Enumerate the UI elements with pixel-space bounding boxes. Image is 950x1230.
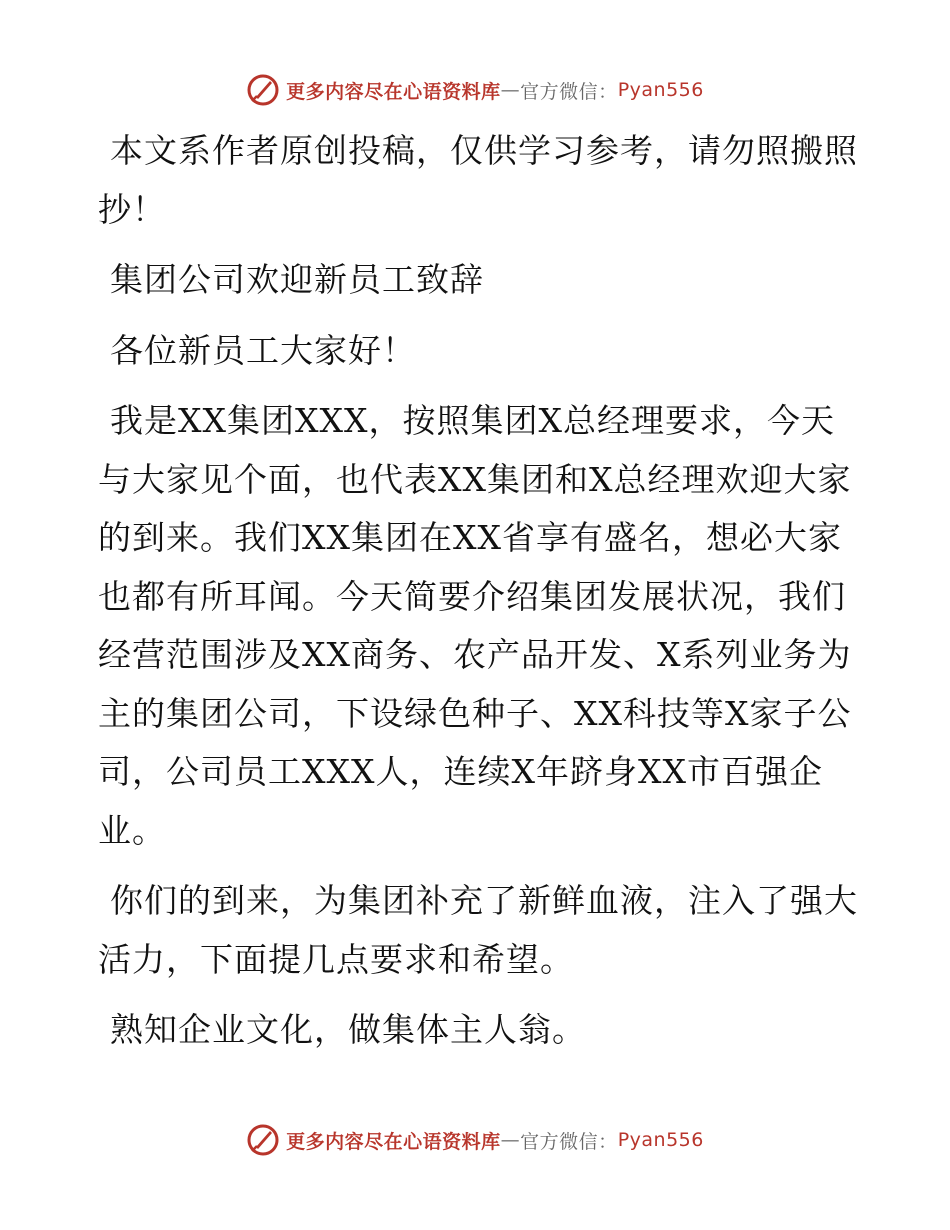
watermark-account-label: 官方微信： (520, 1130, 618, 1153)
copyright-notice: 本文系作者原创投稿，仅供学习参考，请勿照搬照抄！ (98, 131, 858, 229)
watermark-separator: — (500, 1129, 521, 1151)
paragraph-expectations: 你们的到来，为集团补充了新鲜血液，注入了强大活力，下面提几点要求和希望。 (98, 881, 858, 979)
greeting: 各位新员工大家好！ (110, 330, 416, 370)
watermark-account-label: 官方微信： (520, 80, 618, 103)
watermark-account-id: Pyan556 (617, 79, 704, 101)
watermark-site-text: 更多内容尽在心语资料库 (286, 1130, 501, 1153)
document-title: 集团公司欢迎新员工致辞 (110, 260, 484, 299)
watermark-text (286, 77, 704, 104)
footer-watermark (0, 1120, 950, 1160)
paragraph-introduction: 我是XX集团XXX，按照集团X总经理要求，今天与大家见个面，也代表XX集团和X总经理欢迎大家的到来。我们XX集团在XX省享有盛名，想必大家也都有所耳闻。今天简要介绍集团发展状况，我们经营范围涉及XX商务、农产品开发、X系列业务为主的集团公司，下设绿色种子、XX科技等X家子公司，公司员工XXX人，连续X年跻身XX市百强企业。 (98, 401, 852, 850)
watermark-text (286, 1127, 704, 1154)
watermark-site-text: 更多内容尽在心语资料库 (286, 80, 501, 103)
paragraph-culture: 熟知企业文化，做集体主人翁。 (110, 1010, 586, 1049)
quill-pen-logo-icon (246, 1123, 280, 1157)
quill-pen-logo-icon (246, 73, 280, 107)
watermark-account-id: Pyan556 (617, 1129, 704, 1151)
watermark-separator: — (500, 79, 521, 101)
document-body (98, 122, 868, 1072)
header-watermark (0, 70, 950, 110)
